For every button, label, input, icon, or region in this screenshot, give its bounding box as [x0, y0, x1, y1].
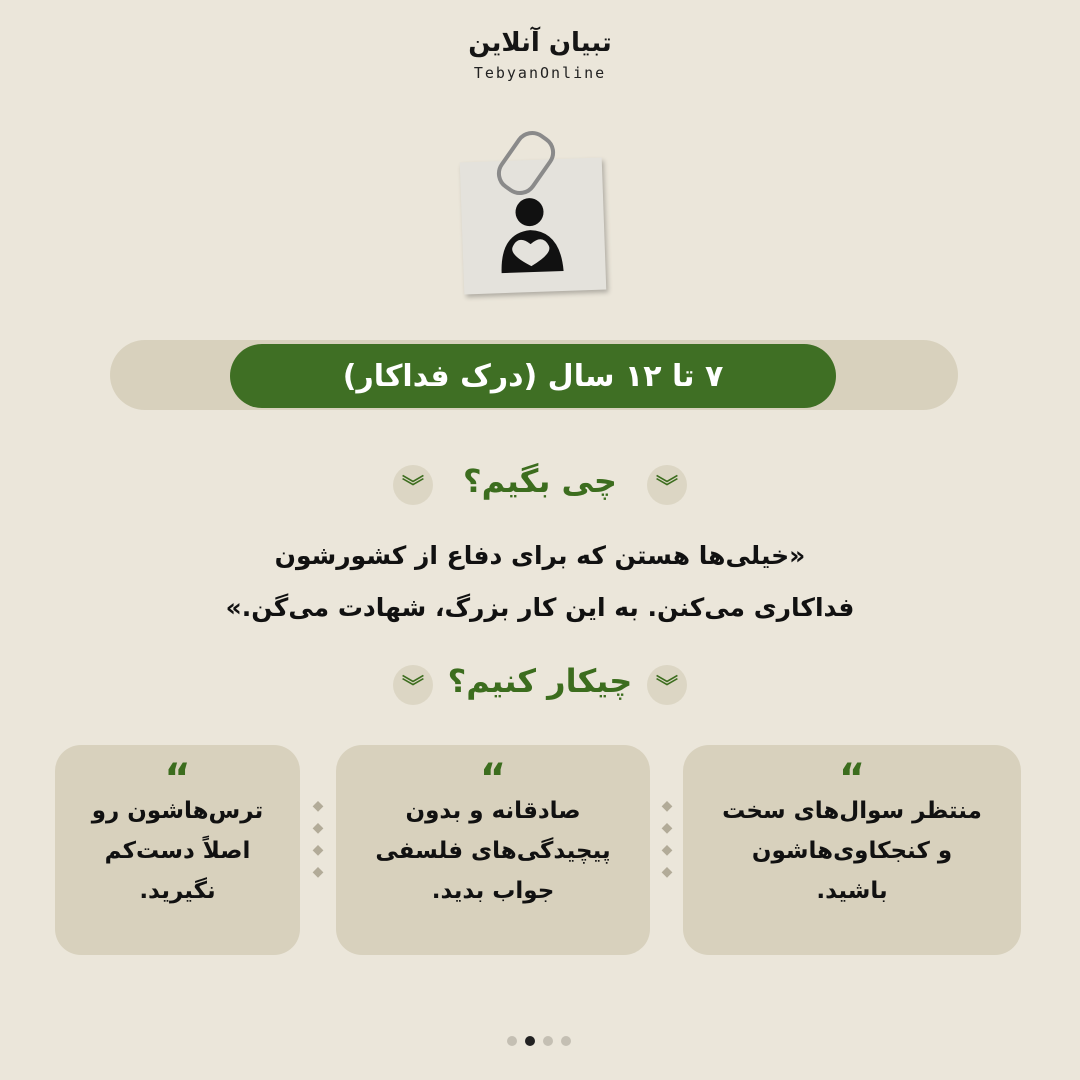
page-dot[interactable] [507, 1036, 517, 1046]
card-line: منتظر سوال‌های سخت [722, 798, 982, 824]
card-line: نگیرید. [139, 878, 216, 904]
chevron-down-icon: ︾ [647, 465, 687, 505]
tip-card [683, 745, 1021, 955]
quote-paragraph [140, 530, 940, 634]
tip-card [55, 745, 300, 955]
logo-english: TebyanOnline [473, 64, 607, 82]
quote-line: فداکاری می‌کنن. به این کار بزرگ، شهادت می‌گن.» [225, 593, 855, 622]
chevron-down-icon: ︾ [393, 465, 433, 505]
card-line: باشید. [816, 878, 888, 904]
chevron-down-icon: ︾ [647, 665, 687, 705]
card-line: اصلاً دست‌کم [104, 838, 251, 864]
section-title-what-to-do: چیکار کنیم؟ [447, 662, 633, 700]
quote-icon: “ [164, 756, 191, 802]
card-line: جواب بدید. [431, 878, 555, 904]
page-dot[interactable] [543, 1036, 553, 1046]
logo-persian: تبیان آنلاین [468, 28, 612, 58]
card-line: صادقانه و بدون [405, 798, 581, 824]
banner-title: ۷ تا ۱۲ سال (درک فداکار) [230, 344, 836, 408]
dots-divider: ◆ ◆ ◆ ◆ [312, 798, 324, 880]
quote-icon: “ [838, 756, 866, 802]
chevron-down-icon: ︾ [393, 665, 433, 705]
page-dot-active[interactable] [525, 1036, 535, 1046]
card-line: ترس‌هاشون رو [91, 798, 264, 824]
quote-icon: “ [479, 756, 507, 802]
section-title-what-to-say: چی بگیم؟ [463, 462, 617, 500]
card-line: و کنجکاوی‌هاشون [751, 838, 953, 864]
tip-card [336, 745, 650, 955]
dots-divider: ◆ ◆ ◆ ◆ [661, 798, 673, 880]
page-dot[interactable] [561, 1036, 571, 1046]
card-line: پیچیدگی‌های فلسفی [375, 838, 611, 864]
quote-line: «خیلی‌ها هستن که برای دفاع از کشورشون [274, 541, 806, 570]
